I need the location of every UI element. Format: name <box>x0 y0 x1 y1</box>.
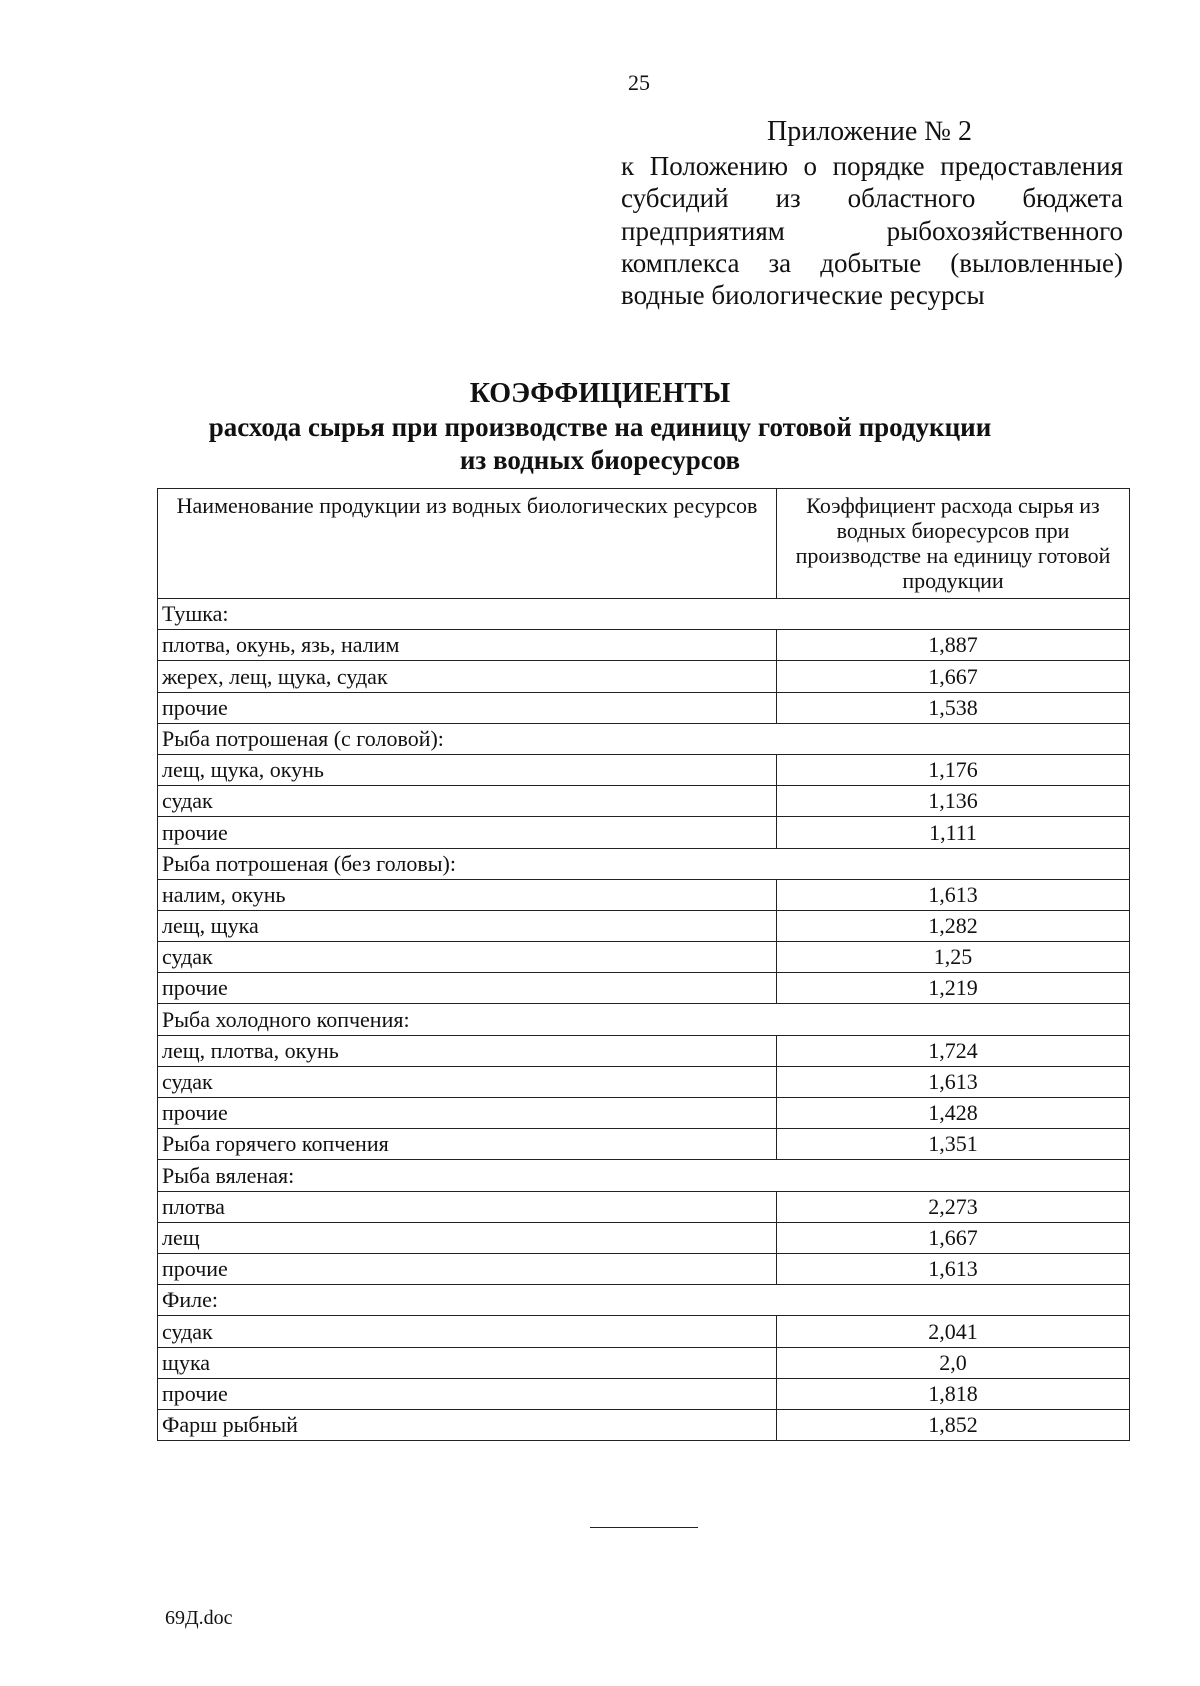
product-name: прочие <box>158 973 777 1004</box>
coefficient-value: 1,219 <box>777 973 1130 1004</box>
document-title: КОЭФФИЦИЕНТЫ <box>469 378 731 409</box>
product-name: судак <box>158 1066 777 1097</box>
table-row <box>158 786 1130 817</box>
coefficient-value: 1,818 <box>777 1378 1130 1409</box>
section-name: Рыба потрошеная (с головой): <box>158 723 1130 754</box>
table-row <box>158 1035 1130 1066</box>
appendix-line: комплекса за добытые (выловленные) <box>621 247 1123 278</box>
coefficient-value: 1,176 <box>777 754 1130 785</box>
product-name: прочие <box>158 1098 777 1129</box>
table-row <box>158 817 1130 848</box>
coefficient-value: 1,351 <box>777 1129 1130 1160</box>
coefficient-value: 1,667 <box>777 661 1130 692</box>
table-section-row <box>158 1285 1130 1316</box>
table-row <box>158 942 1130 973</box>
section-name: Рыба вяленая: <box>158 1160 1130 1191</box>
coefficient-value: 1,282 <box>777 910 1130 941</box>
appendix-line: к Положению о порядке предоставления <box>621 151 1123 181</box>
coefficient-value: 1,724 <box>777 1035 1130 1066</box>
table-row <box>158 1066 1130 1097</box>
table-row <box>158 1316 1130 1347</box>
appendix-line: предприятиям рыбохозяйственного <box>621 215 1123 246</box>
coefficient-value: 1,613 <box>777 1066 1130 1097</box>
table-row <box>158 1129 1130 1160</box>
product-name: прочие <box>158 817 777 848</box>
table-row <box>158 1191 1130 1222</box>
table-section-row <box>158 723 1130 754</box>
table-row <box>158 1347 1130 1378</box>
product-name: налим, окунь <box>158 879 777 910</box>
appendix-title: Приложение № 2 <box>767 116 972 147</box>
table-row <box>158 879 1130 910</box>
coefficient-value: 1,538 <box>777 692 1130 723</box>
appendix-line: водные биологические ресурсы <box>621 280 985 311</box>
table-row <box>158 1253 1130 1284</box>
table-row <box>158 754 1130 785</box>
product-name: Фарш рыбный <box>158 1409 777 1440</box>
section-name: Рыба холодного копчения: <box>158 1004 1130 1035</box>
end-divider <box>590 1527 698 1528</box>
coefficient-value: 1,428 <box>777 1098 1130 1129</box>
appendix-reference <box>621 150 1123 311</box>
coefficient-value: 1,111 <box>777 817 1130 848</box>
coefficient-value: 2,041 <box>777 1316 1130 1347</box>
column-header-coefficient: Коэффициент расхода сырья из водных биоресурсов при производстве на единицу готовой продукции <box>777 489 1130 599</box>
section-name: Тушка: <box>158 599 1130 630</box>
table-section-row <box>158 599 1130 630</box>
coefficient-value: 2,273 <box>777 1191 1130 1222</box>
column-header-product: Наименование продукции из водных биологических ресурсов <box>158 489 777 599</box>
coefficient-value: 2,0 <box>777 1347 1130 1378</box>
coefficient-value: 1,887 <box>777 630 1130 661</box>
product-name: лещ <box>158 1222 777 1253</box>
document-subtitle: из водных биоресурсов <box>459 445 741 475</box>
table-row <box>158 630 1130 661</box>
table-row <box>158 973 1130 1004</box>
section-name: Рыба потрошеная (без головы): <box>158 848 1130 879</box>
product-name: прочие <box>158 692 777 723</box>
product-name: лещ, щука, окунь <box>158 754 777 785</box>
product-name: жерех, лещ, щука, судак <box>158 661 777 692</box>
document-subtitle: расхода сырья при производстве на единицу готовой продукции <box>208 412 992 442</box>
table-row <box>158 1378 1130 1409</box>
appendix-line: субсидий из областного бюджета <box>621 183 1123 214</box>
table-header-row <box>158 489 1130 599</box>
table-section-row <box>158 848 1130 879</box>
page-number: 25 <box>628 70 650 95</box>
table-row <box>158 661 1130 692</box>
table-row <box>158 1222 1130 1253</box>
product-name: судак <box>158 786 777 817</box>
file-name-footer: 69Д.doc <box>165 1607 233 1629</box>
coefficient-value: 1,667 <box>777 1222 1130 1253</box>
product-name: плотва <box>158 1191 777 1222</box>
coefficients-table <box>157 488 1130 1441</box>
table-row <box>158 692 1130 723</box>
product-name: прочие <box>158 1253 777 1284</box>
product-name: лещ, плотва, окунь <box>158 1035 777 1066</box>
table-row <box>158 1409 1130 1440</box>
product-name: судак <box>158 1316 777 1347</box>
product-name: Рыба горячего копчения <box>158 1129 777 1160</box>
coefficient-value: 1,613 <box>777 879 1130 910</box>
section-name: Филе: <box>158 1285 1130 1316</box>
product-name: плотва, окунь, язь, налим <box>158 630 777 661</box>
coefficient-value: 1,136 <box>777 786 1130 817</box>
coefficient-value: 1,613 <box>777 1253 1130 1284</box>
product-name: судак <box>158 942 777 973</box>
table-section-row <box>158 1160 1130 1191</box>
coefficient-value: 1,852 <box>777 1409 1130 1440</box>
table-row <box>158 910 1130 941</box>
product-name: лещ, щука <box>158 910 777 941</box>
product-name: прочие <box>158 1378 777 1409</box>
coefficient-value: 1,25 <box>777 942 1130 973</box>
product-name: щука <box>158 1347 777 1378</box>
table-section-row <box>158 1004 1130 1035</box>
table-row <box>158 1098 1130 1129</box>
